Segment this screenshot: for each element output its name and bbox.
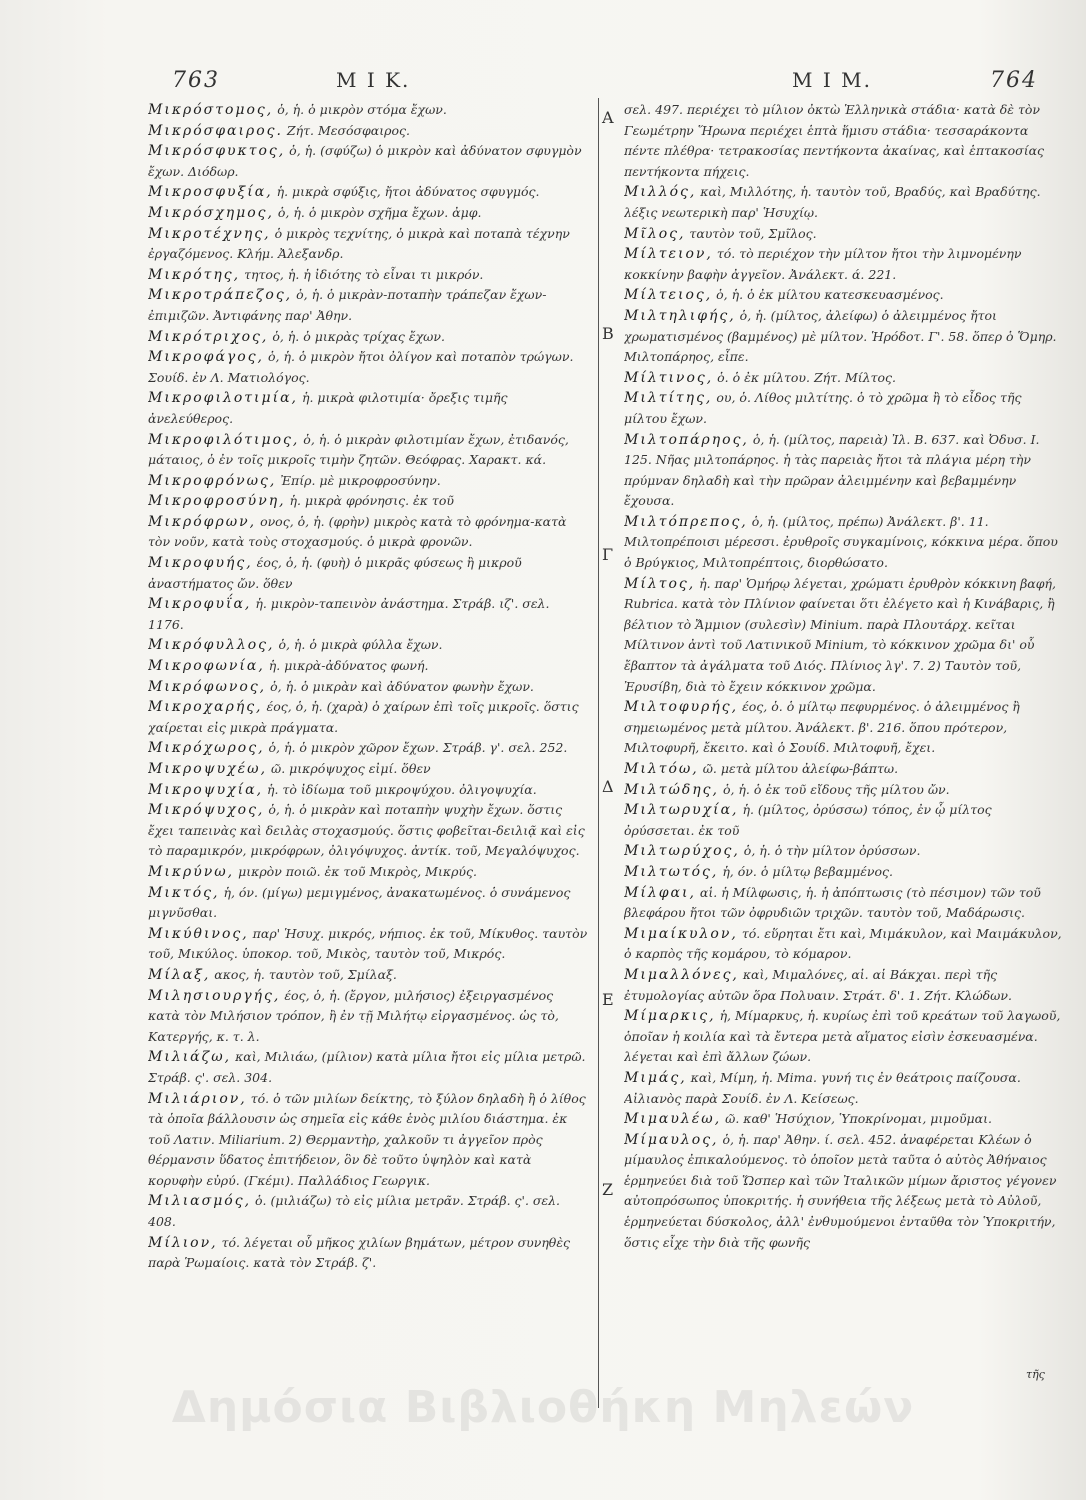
dictionary-entry (624, 512, 1064, 574)
entry-headword: Μικρόφρων, (148, 513, 257, 530)
dictionary-entry (624, 368, 1064, 389)
entry-definition: ὁ, ἡ. (μίλτος, ἀλείφω) ὁ ἀλειμμένος ἤτοι χρωματισμένος (βαμμένος) μὲ μίλτον. Ἡρόδοτ. Γ'. 58. ὅπερ ὁ Ὅμηρ. Μιλτοπάρηος, εἶπε. (624, 307, 1057, 365)
entry-headword: Μιλτωρύχος, (624, 843, 740, 860)
entry-definition: ἡ, όν. ὁ μίλτῳ βεβαμμένος. (722, 863, 894, 879)
entry-headword: Μικρόσφυκτος, (148, 143, 286, 160)
dictionary-entry (148, 677, 588, 698)
entry-definition: καὶ, Μιμαλόνες, αἱ. αἱ Βάκχαι. περὶ τῆς ἐτυμολογίας αὐτῶν ὅρα Πολυαιν. Στράτ. δ'. 1. Ζήτ. Κλώδων. (624, 966, 1012, 1003)
entry-headword: Μικρόψυχος, (148, 802, 265, 819)
entry-headword: Μικροφιλότιμος, (148, 431, 300, 448)
dictionary-entry (148, 285, 588, 326)
entry-headword: Μίλτειον, (624, 246, 713, 263)
entry-headword: Μικροτέχνης, (148, 225, 271, 242)
entry-definition: ὁ, ἡ. (μίλτος, πρέπω) Ἀνάλεκτ. β'. 11. Μιλτοπρέποισι μέρεσσι. ἐρυθροῖς συγκαμίνοις, κόκκινα μέρα. ὅπου ὁ Βρύγκιος, Μιλτοπρέπτοις, διορθώσατο. (624, 513, 1058, 571)
dictionary-entry (624, 574, 1064, 698)
entry-headword: Μικροσφυξία, (148, 184, 273, 201)
entry-headword: Μίλφαι, (624, 884, 696, 901)
entry-headword: Μιλτώδης, (624, 781, 719, 798)
entry-headword: Μικροψυχέω, (148, 761, 268, 777)
dictionary-entry (624, 306, 1064, 368)
entry-definition: ῶ. μικρόψυχος εἰμί. ὅθεν (271, 761, 431, 776)
left-column (148, 100, 588, 1410)
entry-definition: Ἐπίρ. μὲ μικροφροσύνην. (280, 472, 441, 488)
dictionary-entry (148, 780, 588, 801)
dictionary-entry (148, 512, 588, 553)
entry-headword: Μιλτωτός, (624, 863, 719, 880)
entry-definition: ὁ. ὁ ἐκ μίλτου. Ζήτ. Μίλτος. (717, 369, 897, 385)
entry-headword: Μιλτόπρεπος, (624, 513, 748, 530)
entry-headword: Μιμαίκυλον, (624, 925, 738, 942)
dictionary-entry (624, 388, 1064, 429)
entry-definition: ταυτὸν τοῦ, Σμῖλος. (689, 225, 817, 241)
dictionary-entry (148, 883, 588, 924)
entry-definition: αἱ. ἡ Μίλφωσις, ἡ. ἡ ἀπόπτωσις (τὸ πέσιμον) τῶν τοῦ βλεφάρου ἤτοι τῶν ὀφρυδιῶν τριχῶν. ταυτὸν τοῦ, Μαδάρωσις. (624, 884, 1041, 921)
entry-headword: Μιμαλλόνες, (624, 966, 739, 983)
entry-headword: Μῖλος, (624, 225, 686, 242)
entry-definition: ὁ, ἡ. ὁ μικρὰ φύλλα ἔχων. (278, 637, 443, 653)
dictionary-entry (148, 471, 588, 492)
entry-definition: ὁ, ἡ. ὁ μικρὰν καὶ ἀδύνατον φωνὴν ἔχων. (270, 678, 534, 694)
entry-headword: Μικρόσφαιρος. (148, 122, 283, 139)
dictionary-entry (148, 924, 588, 965)
dictionary-entry (148, 800, 588, 862)
left-running-title: Μ Ι Κ. (336, 68, 411, 92)
entry-definition: ἡ. παρ' Ὁμήρῳ λέγεται, χρώματι ἐρυθρὸν κόκκινη βαφή, Rubrica. κατὰ τὸν Πλίνιον φαίνεται ὅτι ἐλέγετο καὶ ἡ Κινάβαρις, ἢ βέλτιον τὸ Ἄμμιον (συλεσὶν) Minium. παρὰ Πλουτάρχ. κεῖται Μίλτινον ἀντὶ τοῦ Λατινικοῦ Minium, τὸ κόκκινον χρῶμα δι' οὗ ἔβαπτον τὰ ἀγάλματα τοῦ Διός. Πλίνιος λγ'. 7. 2) Ταυτὸν τοῦ, Ἐρυσίβη, διὰ τὸ ἔχειν κόκκινον χρῶμα. (624, 575, 1056, 694)
entry-definition: ὁ, ἡ. ὁ μικρὸν στόμα ἔχων. (277, 102, 447, 117)
dictionary-entry (148, 327, 588, 348)
entry-definition: έος, ὁ, ἡ. (χαρὰ) ὁ χαίρων ἐπὶ τοῖς μικροῖς. ὅστις χαίρεται εἰς μικρὰ πράγματα. (148, 699, 579, 735)
entry-definition: ἡ. μικρὸν-ταπεινὸν ἀνάστημα. Στράβ. ιζ'. σελ. 1176. (148, 596, 550, 632)
entry-definition: ὁ, ἡ. ὁ μικρὰν καὶ ποταπὴν ψυχὴν ἔχων. ὅστις ἔχει ταπεινὰς καὶ δειλὰς στοχασμούς. ὅστις φοβεῖται-δειλιᾷ καὶ εἰς τὸ παραμικρόν, μικρόφρων, ὀλιγόψυχος. ἀντίκ. τοῦ, Μεγαλόψυχος. (148, 802, 585, 859)
entry-definition: ὁ, ἡ. ὁ μικρὸν χῶρον ἔχων. Στράβ. γ'. σελ. 252. (268, 740, 568, 756)
entry-headword: Μίλιον, (148, 1234, 218, 1251)
entry-headword: Μικρότης, (148, 266, 241, 283)
column-letter: Δ (602, 777, 614, 796)
entry-definition: ὁ, ἡ. ὁ μικρὰν φιλοτιμίαν ἔχων, ἐτιδανός, μάταιος, ὁ ἐν τοῖς μικροῖς τιμὴν ζητῶν. Θεόφρας. Χαρακτ. κά. (148, 431, 569, 468)
entry-headword: Μικρότριχος, (148, 328, 269, 345)
entry-definition: ὁ, ἡ. (σφύζω) ὁ μικρὸν καὶ ἀδύνατον σφυγμὸν ἔχων. Διόδωρ. (148, 143, 582, 179)
dictionary-entry (148, 1089, 588, 1192)
dictionary-entry (148, 121, 588, 142)
dictionary-entry (148, 553, 588, 594)
entry-headword: Μικτός, (148, 884, 220, 901)
entry-headword: Μιλιάζω, (148, 1049, 232, 1066)
dictionary-entry (624, 1068, 1064, 1109)
entry-headword: Μίλτινος, (624, 369, 714, 386)
dictionary-entry (148, 1191, 588, 1232)
dictionary-entry (148, 100, 588, 121)
entry-headword: Μικρόφωνος, (148, 678, 267, 695)
dictionary-entry (148, 635, 588, 656)
right-running-title: Μ Ι Μ. (792, 68, 872, 92)
entry-definition: ὁ μικρὸς τεχνίτης, ὁ μικρὰ καὶ ποταπὰ τέχνην ἐργαζόμενος. Κλήμ. Ἀλεξανδρ. (148, 225, 570, 262)
entry-definition: ὁ, ἡ. ὁ μικρὰν-ποταπὴν τράπεζαν ἔχων-ἐπιμιζῶν. Ἀντιφάνης παρ' Ἀθην. (148, 287, 547, 323)
entry-definition: έος, ὁ. ὁ μίλτῳ πεφυρμένος. ὁ ἀλειμμένος ἢ σημειωμένος μετὰ μίλτου. Ἀνάλεκτ. β'. 216. ὅπου πρότερον, Μιλτοφυρῆ, ἔκειτο. καὶ ὁ Σουίδ. Μιλτοφυῆ, ἔχει. (624, 699, 1020, 756)
dictionary-entry (624, 965, 1064, 1006)
entry-definition: ὁ, ἡ. ὁ μικρὸν σχῆμα ἔχων. ἀμφ. (277, 204, 482, 220)
dictionary-entry (624, 800, 1064, 841)
dictionary-entry (624, 759, 1064, 780)
entry-definition: καὶ, Μίμη, ἡ. Mima. γυνή τις ἐν θεάτροις παίζουσα. Αἰλιανὸς παρὰ Σουίδ. ἐν Λ. Κείσεως. (624, 1069, 1021, 1106)
dictionary-entry (624, 244, 1064, 285)
entry-definition: ἡ. μικρὰ φιλοτιμία· ὄρεξις τιμῆς ἀνελεύθερος. (148, 390, 508, 426)
entry-headword: Μιλτόω, (624, 761, 699, 777)
entry-headword: Μικρόφυλλος, (148, 637, 275, 654)
entry-definition: τό. εὕρηται ἔτι καὶ, Μιμάκυλον, καὶ Μαιμάκυλον, ὁ καρπὸς τῆς κομάρου, τὸ κόμαρον. (624, 925, 1062, 962)
entry-definition: ἡ, όν. (μίγω) μεμιγμένος, ἀνακατωμένος. ὁ συνάμενος μιγνῦσθαι. (148, 884, 571, 921)
entry-definition: ἡ. μικρὰ-ἀδύνατος φωνή. (268, 658, 429, 674)
entry-definition: ῶ. καθ' Ἡσύχιον, Ὑποκρίνομαι, μιμοῦμαι. (725, 1111, 992, 1127)
entry-definition: τητος, ἡ. ἡ ἰδιότης τὸ εἶναι τι μικρόν. (244, 266, 484, 282)
entry-definition: Ζήτ. Μεσόσφαιρος. (286, 122, 410, 138)
column-letter: Α (602, 108, 614, 127)
entry-definition: ου, ὁ. Λίθος μιλτίτης. ὁ τὸ χρῶμα ἢ τὸ εἶδος τῆς μίλτου ἔχων. (624, 390, 1022, 426)
dictionary-entry (624, 224, 1064, 245)
dictionary-entry (148, 738, 588, 759)
entry-definition: έος, ὁ, ἡ. (φυὴ) ὁ μικρᾶς φύσεως ἢ μικροῦ ἀναστήματος ὤν. ὅθεν (148, 555, 522, 591)
entry-headword: Μικροχαρής, (148, 699, 263, 716)
dictionary-entry (624, 697, 1064, 759)
entry-headword: Μικροφυής, (148, 555, 253, 572)
entry-headword: Μικροφιλοτιμία, (148, 390, 298, 407)
entry-headword: Μικροφρόνως, (148, 472, 277, 489)
entry-definition: παρ' Ἡσυχ. μικρός, νήπιος. ἐκ τοῦ, Μίκυθος. ταυτὸν τοῦ, Μικύλος. ὑποκορ. τοῦ, Μικὸς, ταυτὸν τοῦ, Μικρός. (148, 925, 588, 962)
dictionary-entry (624, 924, 1064, 965)
dictionary-entry (148, 1047, 588, 1088)
entry-headword: Μιλησιουργής, (148, 987, 281, 1004)
entry-definition: ὁ, ἡ. (μίλτος, παρειὰ) Ἰλ. Β. 637. καὶ Ὀδυσ. Ι. 125. Νῆας μιλτοπάρηος. ἡ τὰς παρειὰς ἤτοι τὰ πλάγια μέρη τὴν πρύμναν δηλαδὴ καὶ τὴν πρῶραν ἀλειμμένην καὶ βεβαμμένην ἔχουσα. (624, 431, 1040, 509)
dictionary-entry (148, 265, 588, 286)
entry-definition: τό. τὸ περιέχον τὴν μίλτον ἤτοι τὴν λιμνομένην κοκκίνην βαφὴν ἀγγεῖον. Ἀνάλεκτ. ά. 221. (624, 246, 1022, 282)
entry-definition: μικρὸν ποιῶ. ἐκ τοῦ Μικρὸς, Μικρύς. (238, 863, 477, 879)
entry-definition: καὶ, Μιλλότης, ἡ. ταυτὸν τοῦ, Βραδύς, καὶ Βραδύτης. λέξις νεωτερικὴ παρ' Ἡσυχίῳ. (624, 184, 1041, 220)
right-column (624, 100, 1064, 1390)
dictionary-entry (148, 182, 588, 203)
entry-headword: Μίλαξ, (148, 966, 211, 983)
dictionary-entry (624, 780, 1064, 801)
entry-headword: Μικρόχωρος, (148, 740, 265, 757)
entry-headword: Μιλτηλιφής, (624, 307, 736, 324)
dictionary-entry (624, 1130, 1064, 1254)
entry-headword: Μιλτίτης, (624, 390, 713, 407)
entry-headword: Μικροφυΐα, (148, 596, 252, 613)
dictionary-entry (148, 430, 588, 471)
dictionary-entry (148, 862, 588, 883)
dictionary-entry (624, 430, 1064, 512)
entry-definition: ὁ. (μιλιάζω) τὸ εἰς μίλια μετρᾶν. Στράβ. ς'. σελ. 408. (148, 1193, 561, 1230)
dictionary-entry (624, 862, 1064, 883)
entry-definition: ὁ, ἡ. ὁ ἐκ μίλτου κατεσκευασμένος. (716, 287, 944, 303)
entry-headword: Μικροψυχία, (148, 781, 264, 798)
entry-headword: Μικρόστομος, (148, 102, 274, 118)
entry-headword: Μίμαυλος, (624, 1131, 719, 1148)
entry-headword: Μικροφωνία, (148, 658, 265, 675)
entry-headword: Μιλτοφυρής, (624, 699, 739, 716)
dictionary-entry (624, 1109, 1064, 1130)
dictionary-entry (148, 141, 588, 182)
dictionary-entry (148, 347, 588, 388)
dictionary-entry (624, 182, 1064, 223)
entry-headword: Μίμαρκις, (624, 1008, 716, 1025)
entry-definition: έος, ὁ, ἡ. (ἔργον, μιλήσιος) ἐξειργασμένος κατὰ τὸν Μιλήσιον τρόπον, ἢ ἐν τῇ Μιλήτῳ εἰργασμένος. ὡς τὸ, Κατεργής, κ. τ. λ. (148, 987, 559, 1044)
entry-definition: τό. ὁ τῶν μιλίων δείκτης, τὸ ξύλον δηλαδὴ ἢ ὁ λίθος τὰ ὁποῖα βάλλουσιν ὡς σημεῖα εἰς κάθε ἑνὸς μιλίου διάστημα. ἐκ τοῦ Λατιν. Miliarium. 2) Θερμαντὴρ, χαλκοῦν τι ἀγγεῖον πρὸς θέρμανσιν ὕδατος ἐπιτήδειον, ὃν δὲ τοῦτο ὑψηλὸν καὶ κατὰ κορυφὴν εὐρύ. (Γκέμι). Παλλάδιος Γεωργικ. (148, 1090, 586, 1188)
dictionary-entry (148, 965, 588, 986)
entry-definition: ὁ, ἡ. ὁ τὴν μίλτον ὀρύσσων. (743, 843, 921, 859)
entry-definition: ῶ. μετὰ μίλτου ἀλείφω-βάπτω. (702, 761, 899, 776)
entry-definition: ἡ. τὸ ἰδίωμα τοῦ μικροψύχου. ὀλιγοψυχία. (267, 781, 537, 797)
dictionary-entry (148, 656, 588, 677)
dictionary-entry (148, 491, 588, 512)
dictionary-entry (148, 986, 588, 1048)
entry-headword: Μικρόσχημος, (148, 204, 274, 221)
entry-headword: Μιλλός, (624, 184, 697, 201)
dictionary-entry (148, 203, 588, 224)
entry-definition: ἡ. μικρὰ σφύξις, ἤτοι ἀδύνατος σφυγμός. (276, 184, 540, 200)
dictionary-entry (624, 883, 1064, 924)
entry-headword: Μικροτράπεζος, (148, 287, 293, 304)
entry-definition: σελ. 497. περιέχει τὸ μίλιον ὀκτὼ Ἑλληνικὰ στάδια· κατὰ δὲ τὸν Γεωμέτρην Ἥρωνα περιέχει ἑπτὰ ἥμισυ στάδια· τεσσαράκοντα πέντε πλέθρα· τετρακοσίας πεντήκοντα ἀκαίνας, καὶ ἑπτακοσίας πεντήκοντα πήχεις. (624, 102, 1045, 179)
dictionary-entry (148, 388, 588, 429)
left-page-number: 763 (172, 68, 220, 93)
entry-headword: Μιλτοπάρηος, (624, 431, 749, 448)
dictionary-entry (624, 841, 1064, 862)
entry-headword: Μικροφάγος, (148, 349, 265, 366)
column-letter: Ζ (602, 1180, 614, 1199)
entry-definition: ὁ, ἡ. ὁ ἐκ τοῦ εἴδους τῆς μίλτου ὤν. (722, 781, 950, 797)
entry-headword: Μίλτειος, (624, 287, 713, 304)
dictionary-entry (148, 759, 588, 780)
right-page-number: 764 (990, 68, 1038, 93)
entry-headword: Μιμάς, (624, 1069, 687, 1086)
entry-definition: ακος, ἡ. ταυτὸν τοῦ, Σμίλαξ. (214, 966, 397, 982)
entry-definition: ἡ, Μίμαρκυς, ἡ. κυρίως ἐπὶ τοῦ κρεάτων τοῦ λαγωοῦ, ὁποῖαν ἡ κοιλία καὶ τὰ ἔντερα μετὰ αἵματος εἰσὶν ἐσκευασμένα. λέγεται καὶ ἐπὶ ἄλλων ζώων. (624, 1008, 1061, 1065)
column-divider (598, 98, 599, 1408)
catchword: τῆς (1026, 1368, 1045, 1381)
dictionary-entry (148, 697, 588, 738)
dictionary-entry (624, 285, 1064, 306)
entry-definition: ὁ, ἡ. ὁ μικρὸν ἤτοι ὀλίγον καὶ ποταπὸν τρώγων. Σουίδ. ἐν Λ. Ματιολόγος. (148, 349, 574, 385)
entry-headword: Μικρύνω, (148, 863, 235, 880)
entry-headword: Μικύθινος, (148, 925, 249, 942)
column-letter: Γ (602, 545, 614, 564)
entry-headword: Μίλτος, (624, 575, 696, 592)
library-watermark: Δημόσια Βιβλιοθήκη Μηλεών (171, 1382, 915, 1433)
entry-definition: τό. λέγεται οὗ μῆκος χιλίων βημάτων, μέτρον συνηθὲς παρὰ Ῥωμαίοις. κατὰ τὸν Στράβ. ζ'. (148, 1234, 571, 1271)
entry-headword: Μιλιάριον, (148, 1090, 247, 1107)
entry-headword: Μιμαυλέω, (624, 1111, 722, 1128)
entry-definition: ἡ. μικρὰ φρόνησις. ἐκ τοῦ (289, 493, 454, 509)
entry-headword: Μικροφροσύνη, (148, 493, 286, 510)
entry-definition: ονος, ὁ, ἡ. (φρὴν) μικρὸς κατὰ τὸ φρόνημα-κατὰ τὸν νοῦν, κατὰ τοὺς στοχασμούς. ὁ μικρὰ φρονῶν. (148, 513, 567, 550)
entry-definition: ὁ, ἡ. ὁ μικρὰς τρίχας ἔχων. (272, 328, 445, 344)
entry-headword: Μιλιασμός, (148, 1193, 252, 1210)
entry-definition: καὶ, Μιλιάω, (μίλιον) κατὰ μίλια ἤτοι εἰς μίλια μετρῶ. Στράβ. ς'. σελ. 304. (148, 1049, 586, 1085)
dictionary-entry (148, 594, 588, 635)
column-letter: Ε (602, 990, 614, 1009)
entry-definition: ἡ. (μίλτος, ὀρύσσω) τόπος, ἐν ᾧ μίλτος ὀρύσσεται. ἐκ τοῦ (624, 802, 992, 838)
dictionary-entry (624, 1006, 1064, 1068)
entry-headword: Μιλτωρυχία, (624, 802, 739, 819)
column-letter: Β (602, 324, 614, 343)
dictionary-entry (148, 1233, 588, 1274)
dictionary-entry (148, 224, 588, 265)
dictionary-entry (624, 100, 1064, 182)
entry-definition: ὁ, ἡ. παρ' Ἀθην. ί. σελ. 452. ἀναφέρεται Κλέων ὁ μίμαυλος ἐπικαλούμενος. τὸ ὁποῖον μετὰ ταῦτα ὁ αὐτὸς Ἀθήναιος ἑρμηνεύει διὰ τοῦ Ὥσπερ καὶ τῶν Ἰταλικῶν μίμων ἄριστος γέγονεν αὐτοπρόσωπος ὑποκριτής. ἡ συνήθεια τῆς λέξεως μετὰ τὸ Αὐλοῦ, ἑρμηνεύεται δύσκολος, ἀλλ' ἐνθυμούμενοι ἐνταῦθα τὸν Ὑποκριτήν, ὅστις εἶχε τὴν διὰ τῆς φωνῆς (624, 1131, 1057, 1250)
